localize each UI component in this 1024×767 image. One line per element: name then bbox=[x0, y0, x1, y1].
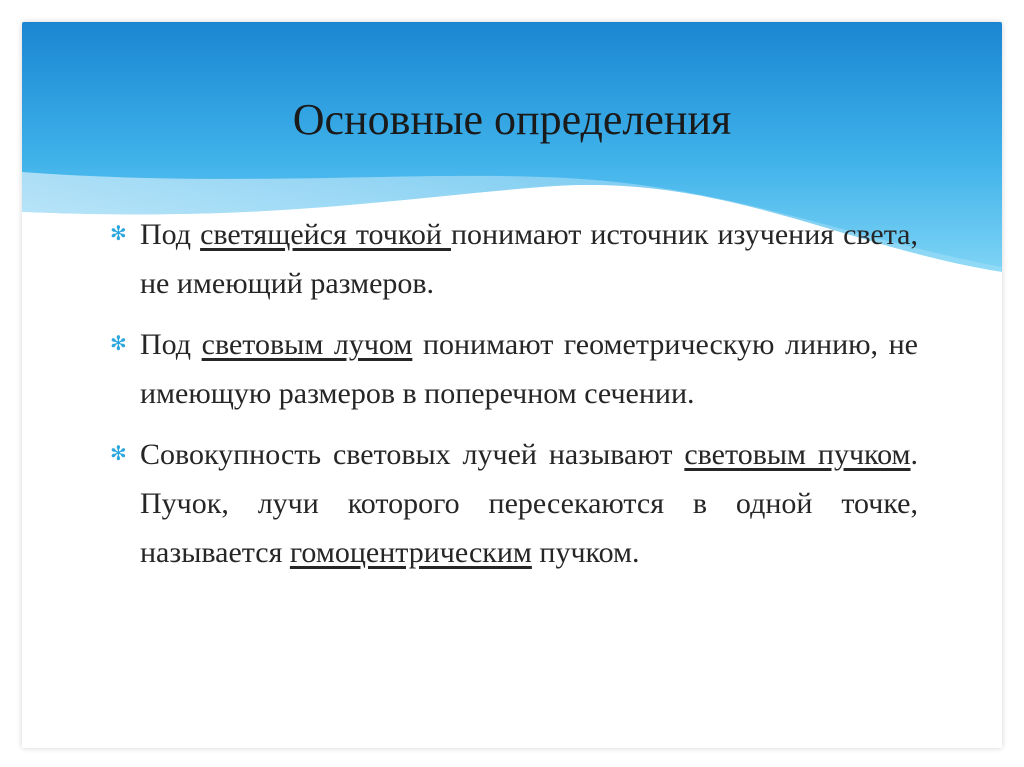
bullet-item bbox=[110, 320, 918, 418]
bullet-text: пучком. bbox=[531, 536, 640, 569]
term-light-beam: световым пучком bbox=[684, 438, 911, 471]
term-light-ray: световым лучом bbox=[201, 328, 413, 361]
bullet-text: понимают геометрическую линию, не имеющую размеров в поперечном сечении. bbox=[140, 328, 918, 410]
term-luminous-point: светящейся точкой bbox=[200, 218, 451, 251]
bullet-text: . Пучок, лучи которого пересекаются в одной точке, называется bbox=[140, 438, 919, 569]
asterisk-bullet-icon: ✻ bbox=[110, 333, 127, 355]
slide-title: Основные определения bbox=[292, 95, 732, 144]
bullet-list bbox=[110, 210, 918, 589]
bullet-text: понимают источник изучения света, не имеющий размеров. bbox=[140, 218, 918, 300]
bullet-text: Совокупность световых лучей называют bbox=[140, 438, 685, 471]
asterisk-bullet-icon: ✻ bbox=[110, 443, 127, 465]
bullet-item bbox=[110, 210, 918, 308]
asterisk-bullet-icon: ✻ bbox=[110, 223, 127, 245]
term-homocentric: гомоцентрическим bbox=[289, 536, 532, 569]
bullet-text: Под bbox=[140, 218, 201, 251]
bullet-item bbox=[110, 430, 918, 577]
bullet-text: Под bbox=[140, 328, 202, 361]
slide bbox=[22, 22, 1002, 748]
